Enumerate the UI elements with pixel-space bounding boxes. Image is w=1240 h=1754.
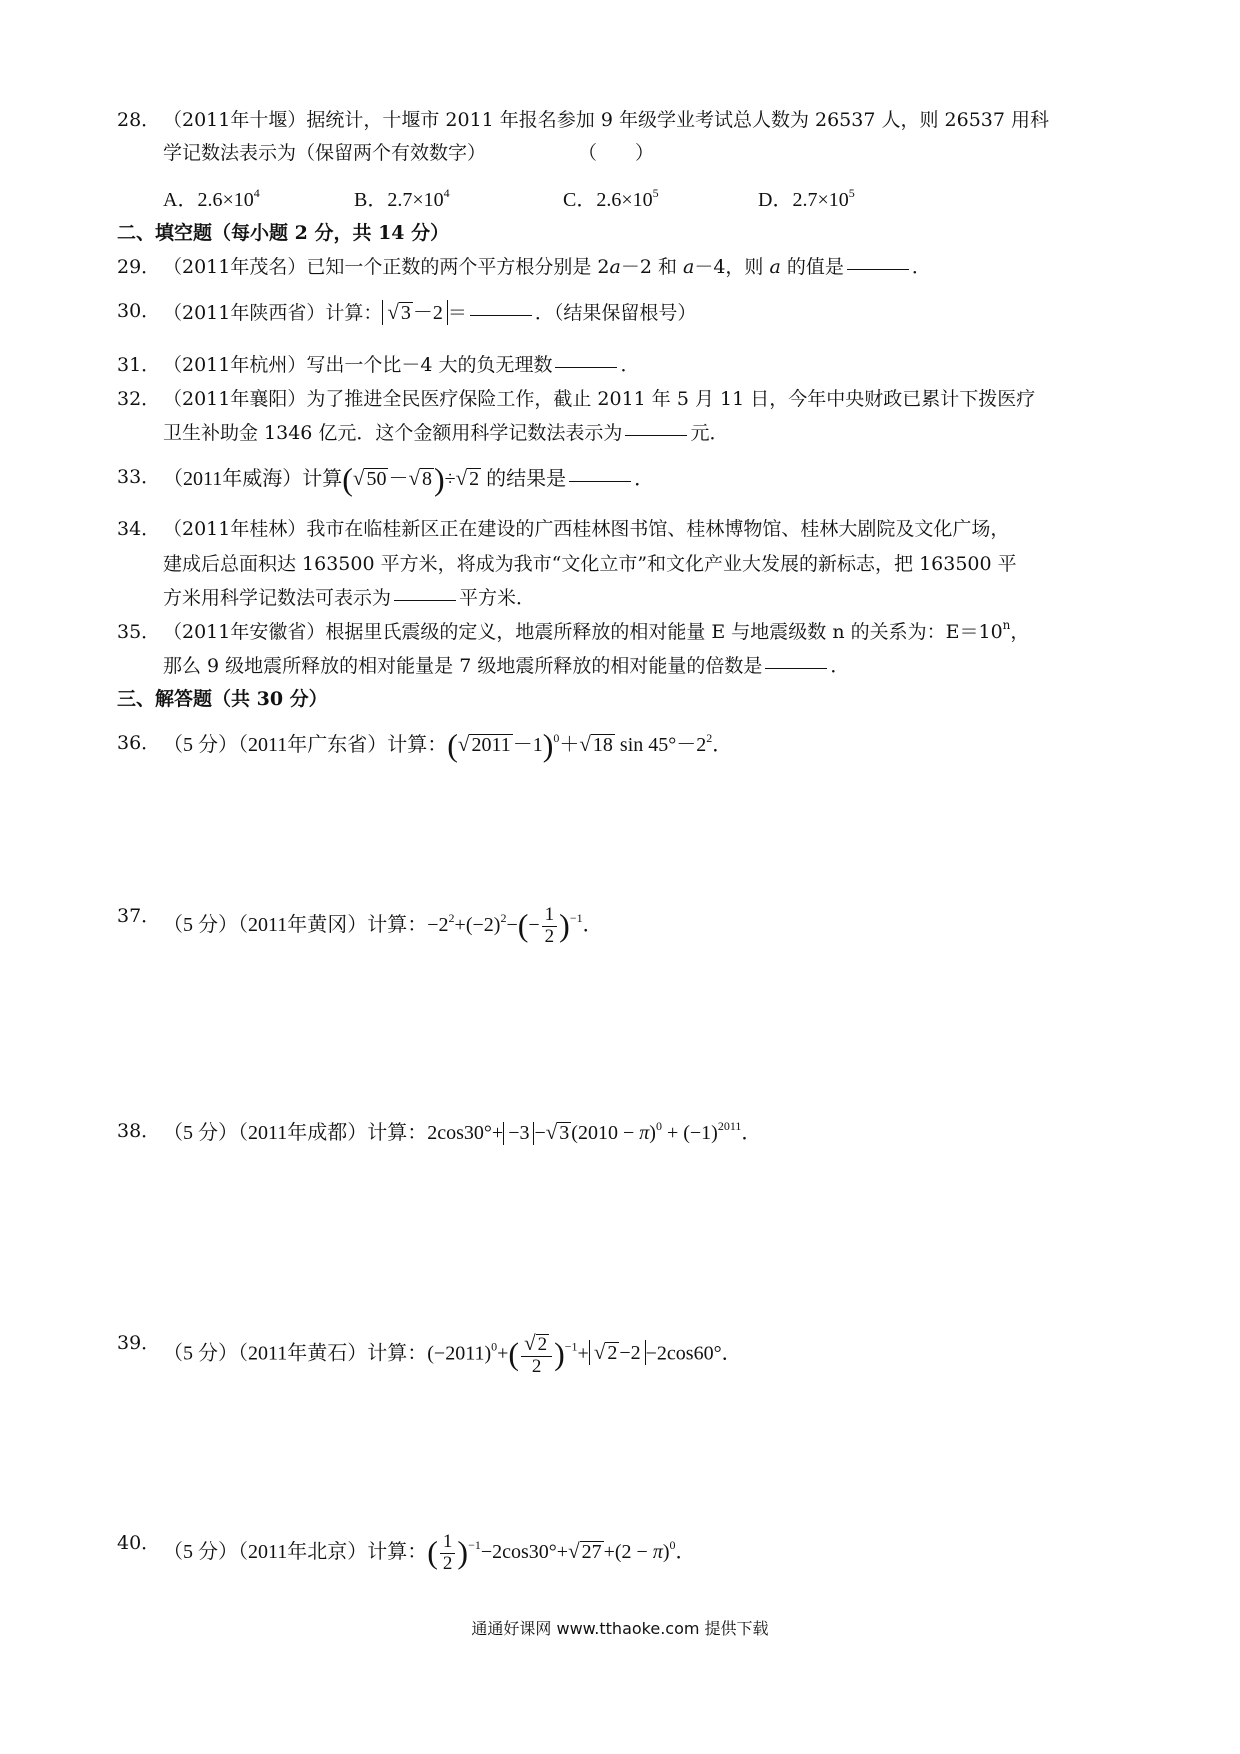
option-a[interactable]: A．$2.6\times 10^4$ <box>163 186 260 211</box>
option-d[interactable]: D．$2.7\times 10^5$ <box>758 186 855 211</box>
option-c[interactable]: C．$2.6\times 10^5$ <box>563 186 659 211</box>
absolute-value: √ 3 －2 <box>382 300 448 325</box>
answer-blank[interactable] <box>555 367 617 368</box>
question-text: （5 分）（2011年黄冈）计算：$-2^2+(-2)^2-(-$ $\frac{1}{2}$ )$^{-1}$． <box>163 904 603 947</box>
question-number: 28． <box>117 109 161 131</box>
absolute-value: √ 2 −2 <box>589 1340 646 1365</box>
question-text: （2011年茂名）已知一个正数的两个平方根分别是 2a－2 和 a－4，则 a 的值是 ． <box>163 256 931 278</box>
question-text: （2011年桂林）我市在临桂新区正在建设的广西桂林图书馆、桂林博物馆、桂林大剧院及文化广场， <box>163 518 1010 540</box>
question-text: 学记数法表示为（保留两个有效数字） <box>163 142 487 164</box>
question-number: 29． <box>117 256 161 278</box>
question-number: 33． <box>117 466 161 488</box>
question-number: 38． <box>117 1120 161 1142</box>
question-text: （2011年陕西省）计算： √ 3 －2 ＝ ．（结果保留根号） <box>163 300 697 324</box>
question-number: 32． <box>117 388 161 410</box>
question-text: （5 分）（2011年广东省）计算：(√ 2011 －1)$^0$＋√ 18 $\sin 45^\circ-2^2$． <box>163 727 733 763</box>
answer-blank[interactable] <box>394 600 456 601</box>
question-text: 建成后总面积达 163500 平方米，将成为我市“文化立市”和文化产业大发展的新标志，把 163500 平 <box>163 553 1017 575</box>
question-text: （2011年安徽省）根据里氏震级的定义，地震所释放的相对能量 E 与地震级数 n 的关系为：$E=10^n$， <box>163 618 1030 643</box>
question-text: 方米用科学记数法可表示为 平方米． <box>163 587 536 609</box>
question-text: （2011年襄阳）为了推进全民医疗保险工作，截止 2011 年 5 月 11 日，今年中央财政已累计下拨医疗 <box>163 388 1036 410</box>
fraction: $\frac{√ 2}{2}$ <box>521 1332 552 1378</box>
page-footer: 通通好课网 www.tthaoke.com 提供下载 <box>471 1619 769 1638</box>
question-number: 40． <box>117 1532 161 1554</box>
question-number: 39． <box>117 1332 161 1354</box>
answer-blank[interactable] <box>569 481 631 482</box>
question-number: 31． <box>117 354 161 376</box>
question-text: （5 分）（2011年黄石）计算：$(-2011)^0+$( $\frac{√ 2}{2}$ )$^{-1}$+ √ 2 −2 −2cos60°． <box>163 1331 742 1377</box>
question-number: 34． <box>117 518 161 540</box>
question-number: 30． <box>117 300 161 322</box>
question-text: 卫生补助金 1346 亿元．这个金额用科学记数法表示为 元． <box>163 422 729 444</box>
question-text: （2011年杭州）写出一个比－4 大的负无理数 ． <box>163 354 640 376</box>
question-number: 37． <box>117 905 161 927</box>
question-number: 36． <box>117 732 161 754</box>
question-number: 35． <box>117 621 161 643</box>
answer-blank[interactable] <box>847 269 909 270</box>
section-title: 二、填空题（每小题 2 分，共 14 分） <box>117 222 450 244</box>
fraction: $\frac{1}{2}$ <box>440 1532 456 1575</box>
question-text: （2011年威海）计算(√ 50 －√ 8)÷√ 2 的结果是 ． <box>163 461 655 497</box>
section-title: 三、解答题（共 30 分） <box>117 688 328 710</box>
question-text: （5 分）（2011年北京）计算：( $\frac{1}{2}$ )$^{-1}$−2cos30°+√ $27 +(2 - \pi)^0$． <box>163 1531 696 1574</box>
answer-blank[interactable] <box>470 315 532 316</box>
answer-paren: （ ） <box>578 142 655 164</box>
question-text: 那么 9 级地震所释放的相对能量是 7 级地震所释放的相对能量的倍数是 ． <box>163 655 850 677</box>
answer-blank[interactable] <box>625 435 687 436</box>
option-b[interactable]: B．$2.7\times 10^4$ <box>354 186 450 211</box>
question-text: （2011年十堰）据统计，十堰市 2011 年报名参加 9 年级学业考试总人数为 26537 人，则 26537 用科 <box>163 109 1049 131</box>
answer-blank[interactable] <box>765 668 827 669</box>
question-text: （5 分）（2011年成都）计算：2cos30°+ −3 −√ 3 $(2010 - \pi)^0 + (-1)^{2011}$． <box>163 1119 762 1144</box>
fraction: $\frac{1}{2}$ <box>542 905 558 948</box>
